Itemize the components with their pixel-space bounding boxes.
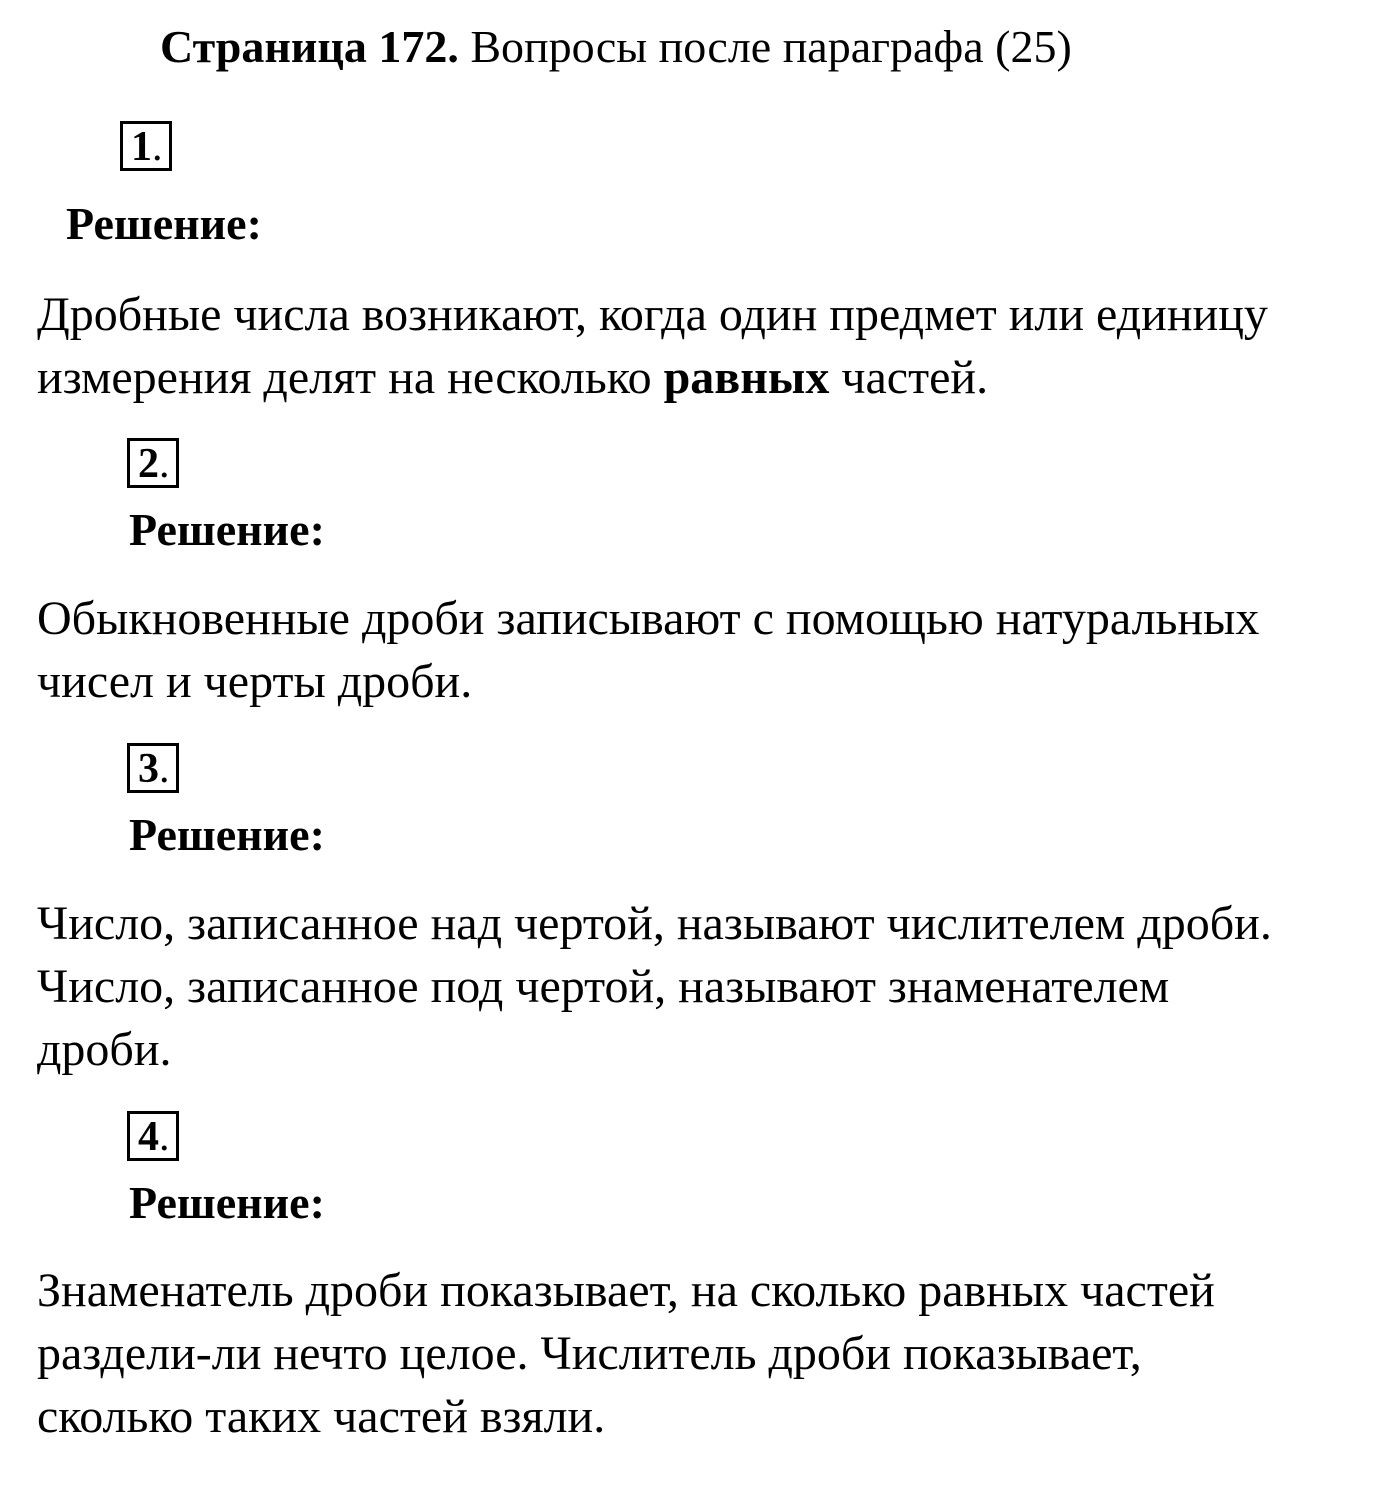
question-number: 3 — [138, 746, 159, 792]
question-number-dot: . — [159, 1114, 170, 1160]
answer-line: Число, записанное под чертой, называют знаменателем — [37, 960, 1170, 1013]
answer-text — [37, 587, 1377, 713]
answer-line: Обыкновенные дроби записывают с помощью натуральных — [37, 592, 1260, 645]
answer-emphasis: равных — [663, 351, 830, 404]
answer-line: раздели-ли нечто целое. Числитель дроби показывает, — [37, 1327, 1142, 1380]
solution-label: Решение: — [129, 809, 325, 860]
answer-line: Число, записанное над чертой, называют числителем дроби. — [37, 897, 1272, 950]
answer-line: чисел и черты дроби. — [37, 655, 473, 708]
answer-line-end: частей. — [829, 351, 989, 404]
question-number-box — [127, 743, 179, 793]
page-title — [160, 18, 1072, 76]
solution-label: Решение: — [66, 198, 262, 249]
question-number: 4 — [138, 1114, 159, 1160]
answer-line: Знаменатель дроби показывает, на сколько равных частей — [37, 1264, 1215, 1317]
question-number-box — [127, 438, 179, 488]
answer-text — [37, 1259, 1377, 1448]
answer-line — [37, 346, 1377, 409]
question-number-dot: . — [152, 124, 163, 170]
answer-text — [37, 892, 1377, 1081]
question-number: 2 — [138, 441, 159, 487]
solution-label: Решение: — [129, 1177, 325, 1228]
answer-text — [37, 283, 1377, 409]
question-number-dot: . — [159, 746, 170, 792]
page-title-number: Страница 172. — [160, 21, 459, 72]
question-number-box — [120, 121, 172, 171]
question-number-box — [127, 1111, 179, 1161]
answer-line: дроби. — [37, 1023, 172, 1076]
page-title-text: Вопросы после параграфа (25) — [458, 21, 1072, 72]
answer-line: сколько таких частей взяли. — [37, 1390, 606, 1443]
question-number: 1 — [131, 124, 152, 170]
solution-label: Решение: — [129, 504, 325, 555]
answer-line-start: измерения делят на несколько — [37, 351, 664, 404]
question-number-dot: . — [159, 441, 170, 487]
answer-line: Дробные числа возникают, когда один предмет или единицу — [37, 288, 1268, 341]
